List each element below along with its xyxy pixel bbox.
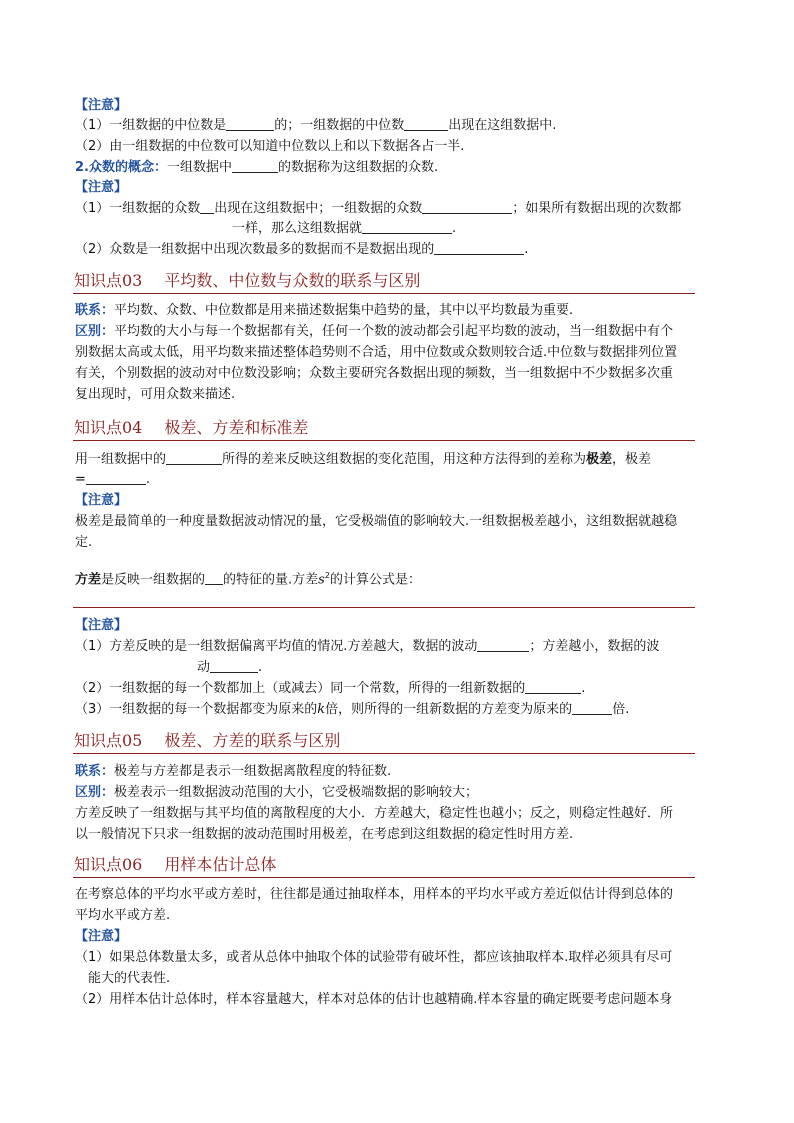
kp06-note-1-cont: 能大的代表性. xyxy=(88,971,171,986)
fill-blank[interactable] xyxy=(572,701,612,715)
range-note-1: 极差是最简单的一种度量数据波动情况的量，它受极端值的影响较大.一组数据极差越小，这组数据就越稳 xyxy=(75,514,678,529)
variance-definition: 方差是反映一组数据的 的特征的量.方差$s^2$的计算公式是： xyxy=(75,571,421,588)
mode-note-2: （2）众数是一组数据中出现次数最多的数据而不是数据出现的 . xyxy=(75,242,529,257)
kp05-relation: 联系：极差与方差都是表示一组数据离散程度的特征数. xyxy=(75,764,392,779)
fill-blank[interactable] xyxy=(226,117,274,131)
kp05-para-2: 以一般情况下只求一组数据的波动范围时用极差，在考虑到这组数据的稳定性时用方差. xyxy=(75,827,574,842)
kp03-diff-1: 区别：平均数的大小与每一个数据都有关，任何一个数的波动都会引起平均数的波动，当一组数据中有个 xyxy=(75,324,674,339)
kp06-para-1: 在考察总体的平均水平或方差时，往往都是通过抽取样本，用样本的平均水平或方差近似估计得到总体的 xyxy=(75,887,674,902)
variance-note-1: （1）方差反映的是一组数据偏离平均值的情况.方差越大，数据的波动 ；方差越小，数据的波 xyxy=(75,639,660,654)
kp06-note-1: （1）如果总体数量太多，或者从总体中抽取个体的试验带有破坏性，都应该抽取样本.取样必须具有尽可 xyxy=(75,950,673,965)
section-heading-kp05: 知识点05 极差、方差的联系与区别 xyxy=(74,731,341,750)
fill-blank[interactable] xyxy=(404,117,448,131)
fill-blank[interactable] xyxy=(86,471,146,485)
fill-blank[interactable] xyxy=(477,638,529,652)
kp03-relation: 联系：平均数、众数、中位数都是用来描述数据集中趋势的量，其中以平均数最为重要. xyxy=(75,303,574,318)
section-heading-kp04: 知识点04 极差、方差和标准差 xyxy=(74,418,309,437)
heading-rule xyxy=(73,753,695,754)
range-definition: 用一组数据中的 所得的差来反映这组数据的变化范围，用这种方法得到的差称为极差，极差 xyxy=(75,452,652,467)
mode-note-1-cont: 一样，那么这组数据就 . xyxy=(232,221,457,236)
fill-blank[interactable] xyxy=(434,241,524,255)
range-note-2: 定. xyxy=(75,535,93,550)
variance-note-3: （3）一组数据的每一个数据都变为原来的k倍，则所得的一组新数据的方差变为原来的 倍. xyxy=(75,702,630,717)
median-note-2: （2）由一组数据的中位数可以知道中位数以上和以下数据各占一半. xyxy=(75,139,465,154)
heading-rule xyxy=(73,293,695,294)
heading-rule xyxy=(73,440,695,441)
range-definition-cont: = . xyxy=(75,472,151,487)
mode-concept: 2.众数的概念：一组数据中 的数据称为这组数据的众数. xyxy=(75,160,439,175)
heading-rule xyxy=(73,877,695,878)
kp05-para-1: 方差反映了一组数据与其平均值的离散程度的大小．方差越大，稳定性也越小；反之，则稳定性越好．所 xyxy=(75,806,674,821)
fill-blank[interactable] xyxy=(166,451,222,465)
note-label: 【注意】 xyxy=(75,98,128,113)
note-label: 【注意】 xyxy=(75,929,128,944)
kp03-diff-2: 别数据太高或太低，用平均数来描述整体趋势则不合适，用中位数或众数则较合适.中位数与数据排列位置 xyxy=(75,345,678,360)
median-note-1: （1）一组数据的中位数是 的；一组数据的中位数 出现在这组数据中. xyxy=(75,118,557,133)
fill-blank[interactable] xyxy=(200,200,214,214)
mode-note-1: （1）一组数据的众数 出现在这组数据中；一组数据的众数 ；如果所有数据出现的次数都 xyxy=(75,201,682,216)
formula-blank-line[interactable] xyxy=(73,607,695,608)
fill-blank[interactable] xyxy=(210,659,258,673)
section-heading-kp06: 知识点06 用样本估计总体 xyxy=(74,855,277,874)
variance-note-1-cont: 动 . xyxy=(197,660,263,675)
kp06-note-2: （2）用样本估计总体时，样本容量越大，样本对总体的估计也越精确.样本容量的确定既要考虑问题本身 xyxy=(75,992,673,1007)
note-label: 【注意】 xyxy=(75,618,128,633)
kp03-diff-3: 有关，个别数据的波动对中位数没影响；众数主要研究各数据出现的频数，当一组数据中不少数据多次重 xyxy=(75,366,674,381)
kp03-diff-4: 复出现时，可用众数来描述. xyxy=(75,387,236,402)
kp05-diff: 区别：极差表示一组数据波动范围的大小，它受极端数据的影响较大； xyxy=(75,785,479,800)
fill-blank[interactable] xyxy=(232,159,278,173)
note-label: 【注意】 xyxy=(75,493,128,508)
fill-blank[interactable] xyxy=(422,200,512,214)
section-heading-kp03: 知识点03 平均数、中位数与众数的联系与区别 xyxy=(74,271,421,290)
kp06-para-2: 平均水平或方差. xyxy=(75,908,171,923)
fill-blank[interactable] xyxy=(205,571,223,585)
fill-blank[interactable] xyxy=(362,220,452,234)
note-label: 【注意】 xyxy=(75,180,128,195)
fill-blank[interactable] xyxy=(525,680,581,694)
variance-note-2: （2）一组数据的每一个数都加上（或减去）同一个常数，所得的一组新数据的 . xyxy=(75,681,586,696)
